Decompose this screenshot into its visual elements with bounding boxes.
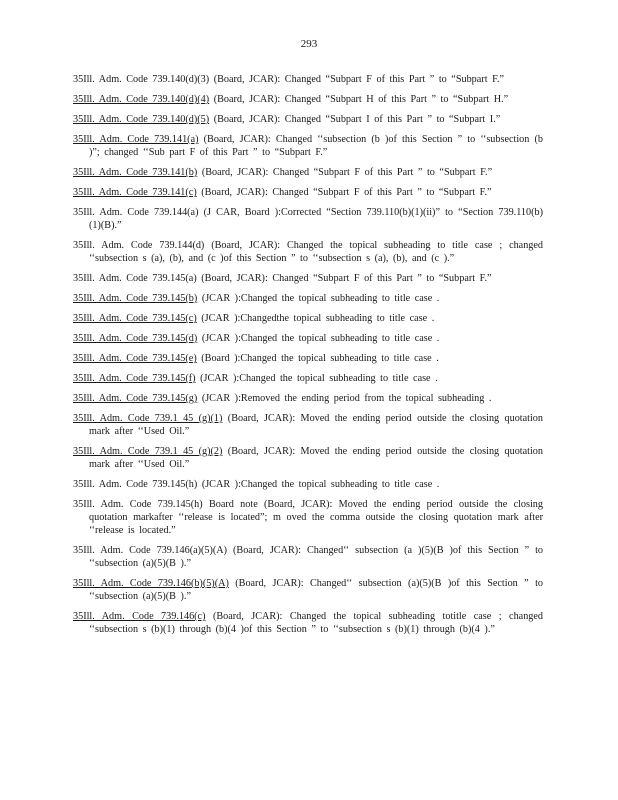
entry-citation: 35Ill. Adm. Code 739.146(a)(5)(A): [73, 545, 228, 556]
change-entry: [73, 332, 543, 345]
entry-description: Board note (Board, JCAR): Moved the ending period outside the closing quotation markafter ‘‘release is located”; m oved the comma outside the closing quotation mark after ‘‘release is located.”: [89, 499, 543, 536]
entry-citation: 35Ill. Adm. Code 739.145(d): [73, 333, 198, 344]
entry-description: (Board, JCAR): Changed “Subpart I of this Part ” to “Subpart I.”: [213, 114, 501, 125]
entry-description: (Board, JCAR): Moved the ending period outside the closing quotation mark after ‘‘Used Oil.”: [89, 446, 543, 470]
change-entry: [73, 186, 543, 199]
change-entry: [73, 93, 543, 106]
change-entry: [73, 412, 543, 438]
change-entry: [73, 352, 543, 365]
change-entry: [73, 372, 543, 385]
page-number: 293: [300, 38, 318, 50]
entry-citation: 35Ill. Adm. Code 739.145(c): [73, 313, 197, 324]
entry-citation: 35Ill. Adm. Code 739.145(h): [73, 479, 198, 490]
change-log-list: [73, 73, 543, 643]
entry-citation: 35Ill. Adm. Code 739.145(f): [73, 373, 196, 384]
entry-citation: 35Ill. Adm. Code 739.145(a): [73, 273, 197, 284]
entry-description: (Board, JCAR): Changed “Subpart H of this Part ” to “Subpart H.”: [213, 94, 509, 105]
entry-citation: 35Ill. Adm. Code 739.1 45 (g)(2): [73, 446, 223, 457]
entry-description: (J CAR, Board ):Corrected “Section 739.110(b)(1)(ii)” to “Section 739.110(b)(1)(B).”: [89, 207, 543, 231]
change-entry: [73, 166, 543, 179]
change-entry: [73, 544, 543, 570]
change-entry: [73, 478, 543, 491]
change-entry: [73, 272, 543, 285]
entry-citation: 35Ill. Adm. Code 739.141(a): [73, 134, 199, 145]
entry-citation: 35Ill. Adm. Code 739.140(d)(5): [73, 114, 210, 125]
entry-citation: 35Ill. Adm. Code 739.140(d)(3): [73, 74, 210, 85]
entry-description: (Board, JCAR): Moved the ending period outside the closing quotation mark after ‘‘Used Oil.”: [89, 413, 543, 437]
change-entry: [73, 610, 543, 636]
entry-description: (JCAR ):Changed the topical subheading to title case .: [201, 479, 440, 490]
entry-description: (Board, JCAR): Changed “Subpart F of this Part ” to “Subpart F.”: [201, 167, 493, 178]
change-entry: [73, 577, 543, 603]
entry-citation: 35Ill. Adm. Code 739.145(e): [73, 353, 197, 364]
entry-description: (JCAR ):Changedthe topical subheading to title case .: [201, 313, 435, 324]
change-entry: [73, 312, 543, 325]
entry-citation: 35Ill. Adm. Code 739.141(c): [73, 187, 197, 198]
entry-citation: 35Ill. Adm. Code 739.1 45 (g)(1): [73, 413, 223, 424]
change-entry: [73, 292, 543, 305]
entry-description: (Board, JCAR): Changed the topical subheading totitle case ; changed ‘‘subsection s (b)(1) through (b)(4 )of this Section ” to ‘‘subsection s (b)(1) through (b)(4 ).”: [89, 611, 543, 635]
change-entry: [73, 206, 543, 232]
entry-description: (JCAR ):Changed the topical subheading to title case .: [201, 293, 440, 304]
change-entry: [73, 113, 543, 126]
entry-citation: 35Ill. Adm. Code 739.145(b): [73, 293, 198, 304]
entry-description: (Board, JCAR): Changed‘‘ subsection (a )(5)(B )of this Section ” to ‘‘subsection (a)(5)(B ).”: [89, 545, 543, 569]
entry-citation: 35Ill. Adm. Code 739.144(a): [73, 207, 199, 218]
entry-citation: 35Ill. Adm. Code 739.146(b)(5)(A): [73, 578, 229, 589]
entry-description: (Board ):Changed the topical subheading to title case .: [201, 353, 439, 364]
change-entry: [73, 239, 543, 265]
entry-description: (Board, JCAR): Changed “Subpart F of this Part ” to “Subpart F.”: [201, 273, 492, 284]
entry-description: (JCAR ):Changed the topical subheading to title case .: [200, 373, 438, 384]
entry-description: (Board, JCAR): Changed “Subpart F of this Part ” to “Subpart F.”: [213, 74, 504, 85]
change-entry: [73, 73, 543, 86]
entry-description: (Board, JCAR): Changed “Subpart F of this Part ” to “Subpart F.”: [201, 187, 492, 198]
entry-citation: 35Ill. Adm. Code 739.140(d)(4): [73, 94, 210, 105]
entry-citation: 35Ill. Adm. Code 739.145(g): [73, 393, 198, 404]
change-entry: [73, 445, 543, 471]
change-entry: [73, 498, 543, 537]
entry-description: (Board, JCAR): Changed‘‘ subsection (a)(5)(B )of this Section ” to ‘‘subsection (a)(5)(B ).”: [89, 578, 543, 602]
change-entry: [73, 392, 543, 405]
entry-description: (JCAR ):Changed the topical subheading to title case .: [201, 333, 440, 344]
entry-description: (JCAR ):Removed the ending period from the topical subheading .: [201, 393, 492, 404]
entry-description: (Board, JCAR): Changed ‘‘subsection (b )of this Section ” to ‘‘subsection (b )”; changed ‘‘Sub part F of this Part ” to “Subpart F.”: [89, 134, 543, 158]
entry-description: (Board, JCAR): Changed the topical subheading to title case ; changed ‘‘subsection s (a), (b), and (c )of this Section ” to ‘‘subsection s (a), (b), and (c ).”: [89, 240, 544, 264]
change-entry: [73, 133, 543, 159]
entry-citation: 35Ill. Adm. Code 739.141(b): [73, 167, 198, 178]
entry-citation: 35Ill. Adm. Code 739.144(d): [73, 240, 205, 251]
entry-citation: 35Ill. Adm. Code 739.146(c): [73, 611, 206, 622]
entry-citation: 35Ill. Adm. Code 739.145(h): [73, 499, 203, 510]
